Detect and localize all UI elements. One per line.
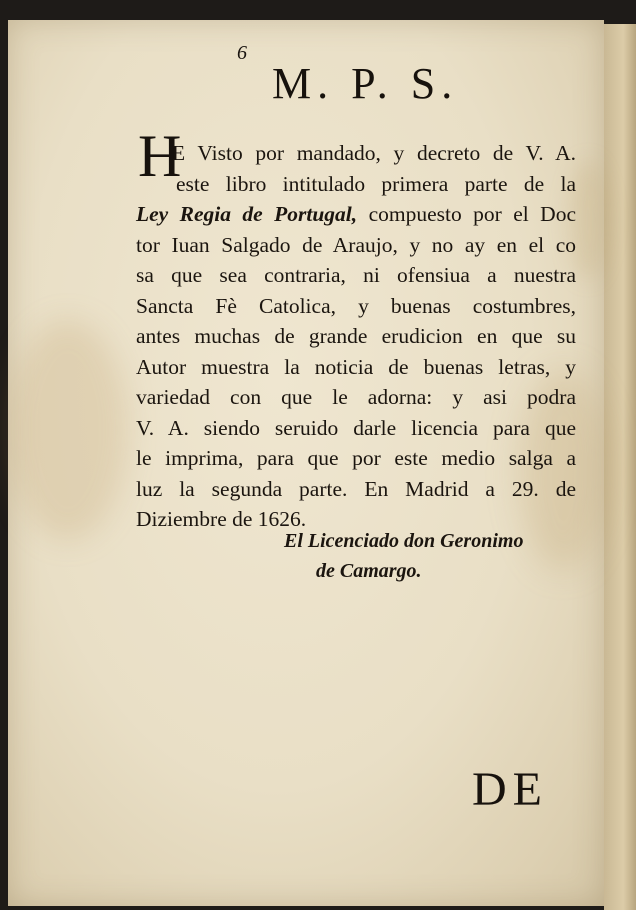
text-line: este libro intitulado primera parte de la <box>176 171 576 196</box>
next-page-edge <box>604 24 636 910</box>
text-fragment: compuesto por el Doc <box>368 202 576 226</box>
drop-cap: H <box>138 123 182 189</box>
text-line: variedad con que le adorna: y asi podra <box>136 385 576 409</box>
signature-line: El Licenciado don Geronimo <box>284 530 524 552</box>
approval-text <box>136 138 576 535</box>
text-line: Autor muestra la noticia de buenas letras, y <box>136 354 576 379</box>
book-title: Ley Regia de Portugal, <box>136 202 358 226</box>
text-line: tor Iuan Salgado de Araujo, y no ay en el co <box>136 232 576 257</box>
page-number: 6 <box>237 42 247 64</box>
text-line: E Visto por mandado, y decreto de V. A. <box>172 141 576 165</box>
text-line: le imprima, para que por este medio salga a <box>136 446 576 470</box>
text-line: Diziembre de 1626. <box>136 507 307 531</box>
text-line: Sancta Fè Catolica, y buenas costumbres, <box>136 293 576 318</box>
signature-block <box>284 526 523 586</box>
text-line: antes muchas de grande erudicion en que su <box>136 324 576 348</box>
catchword: DE <box>472 763 548 816</box>
signature-line: de Camargo. <box>316 560 422 582</box>
text-line: luz la segunda parte. En Madrid a 29. de <box>136 476 576 501</box>
text-line <box>136 199 576 230</box>
text-line: sa que sea contraria, ni ofensiua a nuestra <box>136 263 576 287</box>
text-line: V. A. siendo seruido darle licencia para que <box>136 415 576 440</box>
paper-stain <box>8 320 128 540</box>
page-title: M. P. S. <box>272 59 459 108</box>
